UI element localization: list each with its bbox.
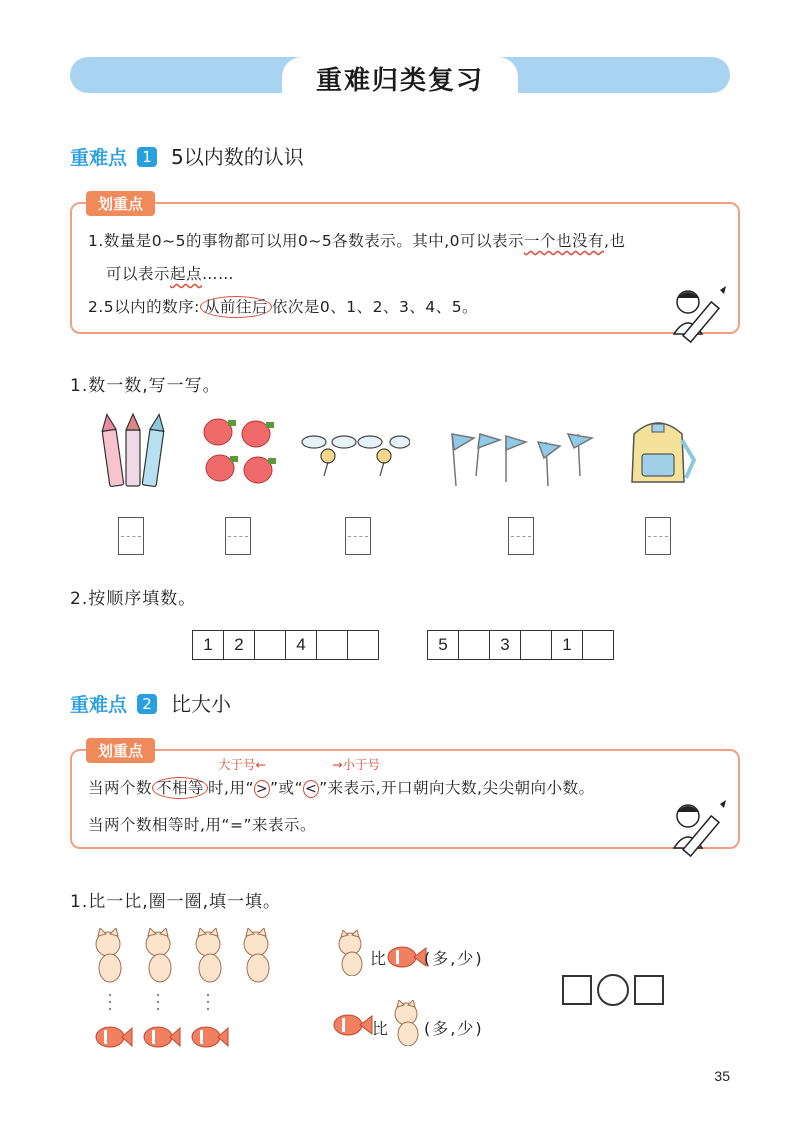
dotted-connectors xyxy=(100,992,220,1014)
circled-text: 从前往后 xyxy=(200,296,272,318)
strip-cell-blank[interactable] xyxy=(317,631,348,659)
cat-icon xyxy=(334,930,368,976)
crayons-image xyxy=(100,412,170,490)
section2-title: 比大小 xyxy=(171,692,232,716)
wavy-text: 一个也没有 xyxy=(524,232,605,250)
strawberries-image xyxy=(200,414,278,488)
strip-cell: 2 xyxy=(224,631,255,659)
keypoint1-line1 xyxy=(88,229,625,251)
strip-cell-blank[interactable] xyxy=(459,631,490,659)
greater-than-note: 大于号← xyxy=(218,757,266,772)
question-2-title: 2.按顺序填数。 xyxy=(70,589,197,609)
flags-image xyxy=(440,428,600,488)
section1-number: 1 xyxy=(137,147,157,167)
keypoint1-line2 xyxy=(106,262,234,284)
less-than-note: →小于号 xyxy=(332,757,380,772)
dragonflies-image xyxy=(300,428,410,478)
strip-cell-blank[interactable] xyxy=(521,631,552,659)
answer-box[interactable] xyxy=(645,517,671,555)
number-strip-1 xyxy=(192,630,379,660)
page-number: 35 xyxy=(714,1068,730,1084)
text: 可以表示 xyxy=(106,265,171,283)
answer-box[interactable] xyxy=(118,517,144,555)
strip-cell-blank[interactable] xyxy=(348,631,378,659)
compare-word: 比 xyxy=(370,949,387,968)
strip-cell: 5 xyxy=(428,631,459,659)
note-text: 小于号 xyxy=(342,757,380,772)
wavy-text: 起点 xyxy=(170,265,203,283)
section1-heading xyxy=(70,141,304,170)
keypoint-tag-1: 划重点 xyxy=(86,191,155,216)
compare-word: 比 xyxy=(372,1019,389,1038)
keypoint-tag-2: 划重点 xyxy=(86,738,155,763)
less-than-symbol: < xyxy=(304,781,318,797)
keypoint2-line2: 当两个数相等时,用“=”来表示。 xyxy=(88,816,316,834)
section2-number: 2 xyxy=(137,694,157,714)
fish-icon xyxy=(386,944,428,970)
strip-cell: 1 xyxy=(193,631,224,659)
strip-cell: 1 xyxy=(552,631,583,659)
section2-label: 重难点 xyxy=(70,694,128,716)
page-title: 重难归类复习 xyxy=(282,57,518,101)
text: ,也 xyxy=(604,232,626,250)
keypoint1-line3 xyxy=(88,295,478,317)
answer-square-right[interactable] xyxy=(634,975,664,1005)
strip-cell: 3 xyxy=(490,631,521,659)
answer-box[interactable] xyxy=(345,517,371,555)
note-text: 大于号 xyxy=(218,757,256,772)
strip-cell-blank[interactable] xyxy=(255,631,286,659)
text: ”或“ xyxy=(270,779,304,797)
keypoint2-line1 xyxy=(88,776,594,798)
answer-circle[interactable] xyxy=(597,974,629,1006)
answer-square-left[interactable] xyxy=(562,975,592,1005)
fish-icon xyxy=(332,1012,374,1038)
strip-cell-blank[interactable] xyxy=(583,631,613,659)
choice-more-less[interactable]: (多,少) xyxy=(424,949,484,968)
cat-icon xyxy=(390,1000,424,1046)
text: 1.数量是0~5的事物都可以用0~5各数表示。其中,0可以表示 xyxy=(88,232,524,250)
text: 当两个数 xyxy=(88,779,153,797)
text: 时,用“ xyxy=(208,779,254,797)
question-1-title: 1.数一数,写一写。 xyxy=(70,376,221,396)
backpack-image xyxy=(620,416,696,486)
section1-label: 重难点 xyxy=(70,147,128,169)
boy-pencil-icon xyxy=(660,286,730,344)
text: 2.5以内的数序: xyxy=(88,298,200,316)
strip-cell: 4 xyxy=(286,631,317,659)
text: ”来表示,开口朝向大数,尖尖朝向小数。 xyxy=(319,779,595,797)
number-strip-2 xyxy=(427,630,614,660)
answer-box[interactable] xyxy=(508,517,534,555)
answer-box[interactable] xyxy=(225,517,251,555)
section2-heading xyxy=(70,688,231,717)
text: 依次是0、1、2、3、4、5。 xyxy=(271,298,479,316)
fish-row-image xyxy=(92,1022,232,1052)
section1-title: 5以内数的认识 xyxy=(171,145,304,169)
cats-row-image xyxy=(90,928,280,984)
greater-than-symbol: > xyxy=(255,781,269,797)
boy-pencil-icon xyxy=(660,800,730,858)
circled-text: 不相等 xyxy=(152,777,208,799)
choice-more-less[interactable]: (多,少) xyxy=(424,1019,484,1038)
text: …… xyxy=(202,265,235,283)
question-3-title: 1.比一比,圈一圈,填一填。 xyxy=(70,892,282,912)
